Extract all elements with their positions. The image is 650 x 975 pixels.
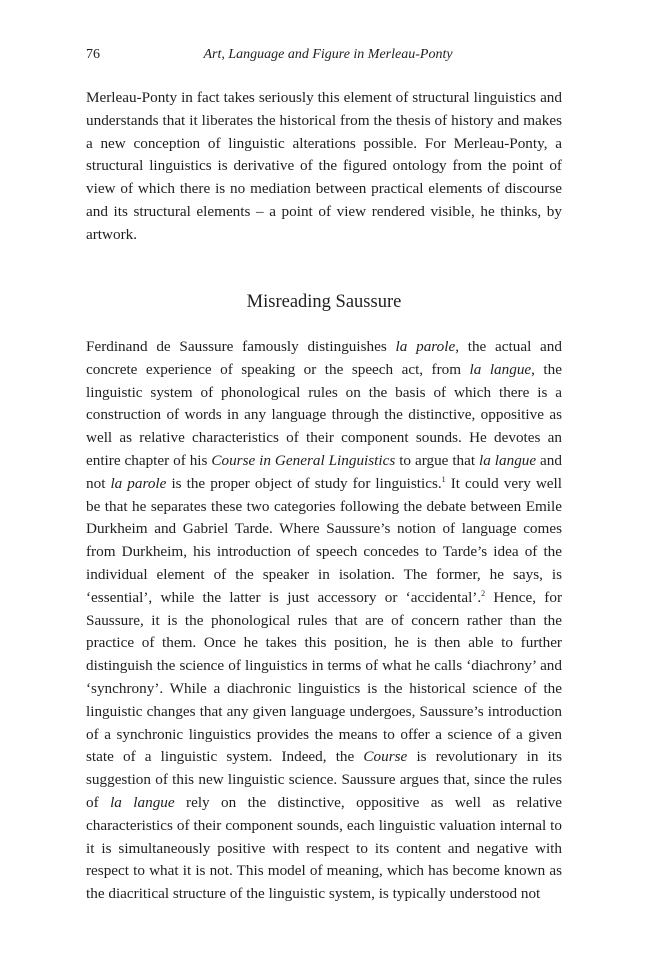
text-run: , the linguistic system of phonological rules on the basis of which there is a construction of words in any language through the distinctive, oppositive as well as relative characteristics of their component sounds. He devotes an entire chapter of his (86, 360, 562, 469)
italic-book-title: Course in General Linguistics (211, 451, 396, 469)
italic-term: la parole (395, 338, 456, 355)
footnote-marker-1[interactable]: 1 (441, 474, 446, 484)
italic-term: la langue (479, 451, 537, 469)
running-header (86, 45, 562, 65)
italic-term: la parole (110, 474, 167, 492)
italic-term: la langue (469, 360, 532, 378)
section-heading: Misreading Saussure (246, 292, 402, 312)
text-run: Ferdinand de Saussure famously distinguishes (86, 338, 396, 355)
text-run: is the proper object of study for linguistics. (166, 474, 442, 492)
italic-term: la langue (110, 793, 175, 811)
text-run: is revolutionary in its suggestion of this new linguistic science. Saussure argues that, since the rules of (86, 748, 562, 811)
text-run: , the actual and concrete experience of speaking or the speech act, from (86, 338, 562, 378)
text-run: to argue that (395, 451, 480, 469)
footnote-marker-2[interactable]: 2 (481, 588, 486, 598)
text-run: and not (86, 451, 562, 492)
text-run: rely on the distinctive, oppositive as well as relative characteristics of their component sounds, each linguistic valuation internal to it is simultaneously positive with respect to its content and negative with respect to what it is not. This model of meaning, which has become known as the diacritical structure of the linguistic system, is typically understood not (86, 793, 562, 903)
running-title: Art, Language and Figure in Merleau-Ponty (203, 47, 453, 62)
italic-book-title: Course (363, 748, 408, 766)
text-run: It could very well be that he separates these two categories following the debate between Emile Durkheim and Gabriel Tarde. Where Saussure’s notion of language comes from Durkheim, his introduction of speech concedes to Tarde’s idea of the individual element of the speaker in isolation. The former, he says, is ‘essential’, while the latter is just accessory or ‘accidental’. (86, 474, 562, 606)
paragraph-intro: Merleau-Ponty in fact takes seriously this element of structural linguistics and understands that it liberates the historical from the thesis of history and makes a new conception of linguistic alterations possible. For Merleau-Ponty, a structural linguistics is derivative of the figured ontology from the point of view of which there is no mediation between practical elements of discourse and its structural elements – a point of view rendered visible, he thinks, by artwork. (86, 89, 562, 243)
text-run: Hence, for Saussure, it is the phonological rules that are of concern rather than the practice of them. Once he takes this position, he is then able to further distinguish the science of linguistics in terms of what he calls ‘diachrony’ and ‘synchrony’. While a diachronic linguistics is the historical science of the linguistic changes that any given language undergoes, Saussure’s introduction of a synchronic linguistics provides the means to offer a science of a given state of a linguistic system. Indeed, the (86, 588, 563, 766)
paragraph-saussure (86, 336, 562, 906)
page-number: 76 (86, 47, 100, 62)
